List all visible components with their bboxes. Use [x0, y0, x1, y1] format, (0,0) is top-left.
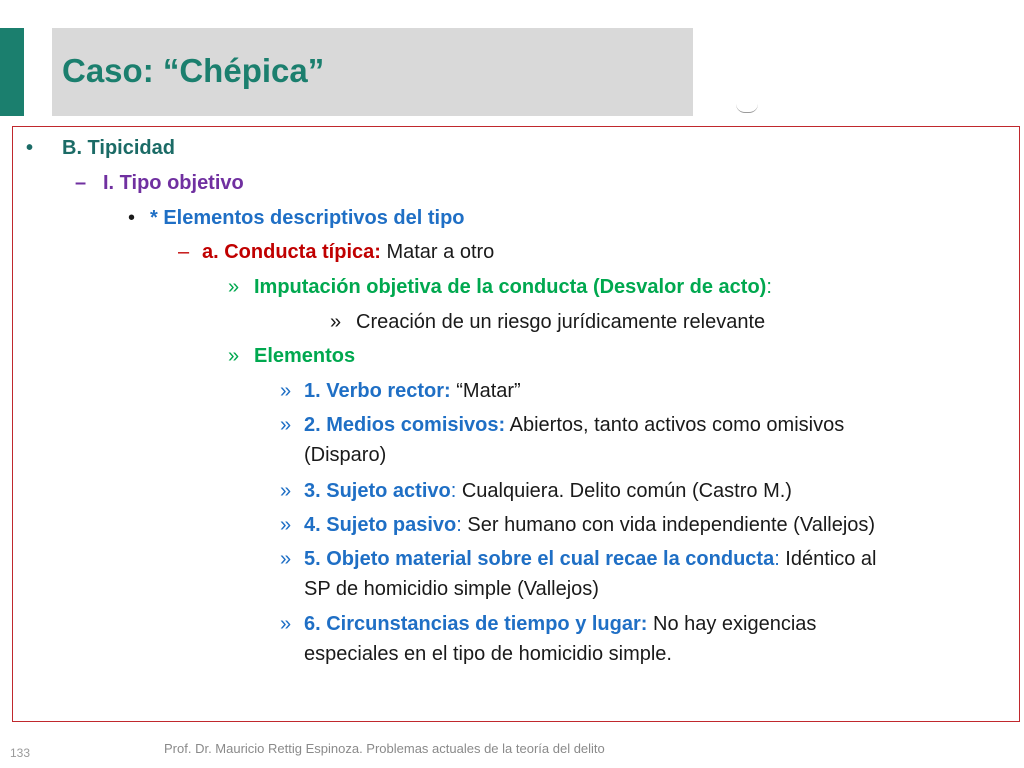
conducta-tipica-line — [202, 240, 494, 264]
item-sep: : — [450, 480, 457, 502]
imputacion-objetiva-line — [254, 275, 772, 299]
list-item — [304, 612, 816, 636]
item-text: Idéntico al — [779, 548, 877, 570]
heading-tipicidad: B. Tipicidad — [62, 137, 175, 159]
list-item — [304, 547, 876, 571]
bullet-l6: » — [330, 311, 342, 333]
item-label: 5. Objeto material sobre el cual recae la conducta — [304, 548, 775, 570]
item-bullet: » — [280, 380, 292, 402]
imputacion-objetiva-label: Imputación objetiva de la conducta (Desvalor de acto) — [254, 276, 767, 298]
footer-text: Prof. Dr. Mauricio Rettig Espinoza. Problemas actuales de la teoría del delito — [164, 741, 605, 756]
elementos-heading: Elementos — [254, 345, 356, 367]
item-text-continuation: SP de homicidio simple (Vallejos) — [304, 578, 599, 600]
item-sep: : — [774, 548, 780, 570]
item-text: Abiertos, tanto activos como omisivos — [505, 414, 845, 436]
item-bullet: » — [280, 414, 292, 436]
item-bullet: » — [280, 548, 292, 570]
bullet-l1: • — [26, 137, 34, 159]
list-item — [304, 513, 875, 537]
item-text-continuation: (Disparo) — [304, 444, 387, 466]
decorative-arc — [736, 104, 758, 113]
heading-tipo-objetivo: I. Tipo objetivo — [103, 172, 244, 194]
item-bullet: » — [280, 480, 292, 502]
bullet-l2: – — [75, 172, 87, 194]
page-number: 133 — [10, 746, 31, 760]
conducta-tipica-text: Matar a otro — [380, 241, 495, 263]
item-label: 6. Circunstancias de tiempo y lugar: — [304, 613, 648, 635]
item-label: 2. Medios comisivos: — [304, 414, 506, 436]
item-label: 3. Sujeto activo — [304, 480, 451, 502]
item-sep: : — [456, 514, 462, 536]
list-item — [304, 413, 844, 437]
item-label: 4. Sujeto pasivo — [304, 514, 457, 536]
item-text: Cualquiera. Delito común (Castro M.) — [456, 480, 792, 502]
bullet-l4: – — [178, 241, 190, 263]
creacion-riesgo-text: Creación de un riesgo jurídicamente relevante — [356, 311, 766, 333]
list-item — [304, 379, 521, 403]
elementos-descriptivos-label: * Elementos descriptivos del tipo — [150, 207, 465, 229]
item-label: 1. Verbo rector: — [304, 380, 451, 402]
heading-elementos-descriptivos — [150, 206, 465, 230]
item-text: Ser humano con vida independiente (Vallejos) — [461, 514, 876, 536]
title-accent-bar — [0, 28, 24, 116]
item-bullet: » — [280, 613, 292, 635]
list-item — [304, 479, 792, 503]
item-bullet: » — [280, 514, 292, 536]
slide-title: Caso: “Chépica” — [62, 52, 325, 89]
item-text-continuation: especiales en el tipo de homicidio simple. — [304, 643, 672, 665]
item-text: No hay exigencias — [647, 613, 817, 635]
conducta-tipica-label: a. Conducta típica: — [202, 241, 381, 263]
bullet-l3: • — [128, 207, 136, 229]
bullet-l5b: » — [228, 345, 240, 367]
item-text: “Matar” — [450, 380, 521, 402]
imputacion-objetiva-colon: : — [766, 276, 772, 298]
bullet-l5a: » — [228, 276, 240, 298]
